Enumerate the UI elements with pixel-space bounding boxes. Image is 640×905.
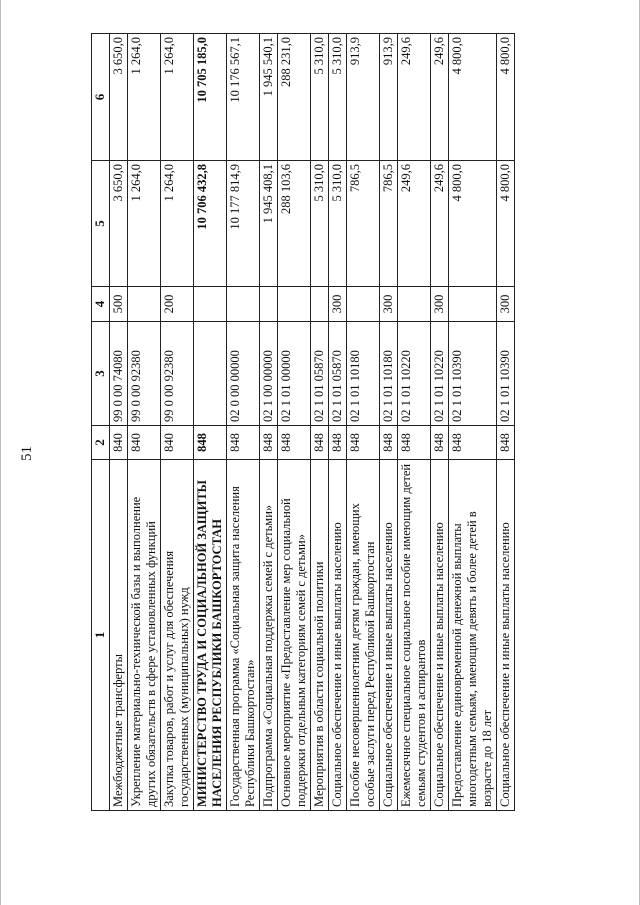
cell-ministry-code: 848 bbox=[310, 426, 328, 460]
cell-ministry-code: 840 bbox=[160, 426, 193, 460]
table-header-row bbox=[92, 34, 110, 811]
table-row bbox=[226, 34, 259, 811]
cell-ministry-code: 848 bbox=[397, 426, 430, 460]
cell-name: МИНИСТЕРСТВО ТРУДА И СОЦИАЛЬНОЙ ЗАЩИТЫ НАСЕЛЕНИЯ РЕСПУБЛИКИ БАШКОРТОСТАН bbox=[193, 460, 226, 811]
cell-ministry-code: 840 bbox=[109, 426, 127, 460]
rotated-table-wrapper bbox=[91, 34, 515, 811]
table-row bbox=[496, 34, 514, 811]
table-row bbox=[160, 34, 193, 811]
cell-amount-year-1: 1 264,0 bbox=[160, 161, 193, 287]
cell-amount-year-2: 4 800,0 bbox=[448, 34, 496, 161]
cell-amount-year-2: 249,6 bbox=[430, 34, 448, 161]
scan-edge-left bbox=[0, 0, 1, 905]
cell-target-code: 02 1 01 10220 bbox=[397, 322, 430, 426]
cell-target-code: 99 0 00 92380 bbox=[160, 322, 193, 426]
cell-target-code: 02 0 00 00000 bbox=[226, 322, 259, 426]
cell-amount-year-1: 5 310,0 bbox=[310, 161, 328, 287]
cell-ministry-code: 848 bbox=[226, 426, 259, 460]
cell-amount-year-2: 913,9 bbox=[346, 34, 379, 161]
table-row bbox=[448, 34, 496, 811]
cell-amount-year-2: 249,6 bbox=[397, 34, 430, 161]
table-row bbox=[397, 34, 430, 811]
cell-ministry-code: 848 bbox=[496, 426, 514, 460]
page-number: 51 bbox=[19, 446, 35, 461]
table-row bbox=[310, 34, 328, 811]
cell-name: Предоставление единовременной денежной выплаты многодетным семьям, имеющим девять и более детей в возрасте до 18 лет bbox=[448, 460, 496, 811]
cell-name: Подпрограмма «Социальная поддержка семей с детьми» bbox=[259, 460, 277, 811]
cell-target-code: 02 1 01 10390 bbox=[496, 322, 514, 426]
cell-name: Мероприятия в области социальной политики bbox=[310, 460, 328, 811]
cell-amount-year-2: 5 310,0 bbox=[310, 34, 328, 161]
cell-ministry-code: 848 bbox=[346, 426, 379, 460]
cell-target-code: 99 0 00 74080 bbox=[109, 322, 127, 426]
cell-amount-year-2: 1 264,0 bbox=[160, 34, 193, 161]
cell-ministry-code: 848 bbox=[448, 426, 496, 460]
cell-name: Социальное обеспечение и иные выплаты населению bbox=[430, 460, 448, 811]
cell-name: Межбюджетные трансферты bbox=[109, 460, 127, 811]
cell-expense-type: 500 bbox=[109, 287, 127, 322]
table-row bbox=[259, 34, 277, 811]
cell-amount-year-2: 3 650,0 bbox=[109, 34, 127, 161]
cell-target-code: 02 1 01 00000 bbox=[277, 322, 310, 426]
cell-name: Социальное обеспечение и иные выплаты населению bbox=[496, 460, 514, 811]
cell-amount-year-1: 288 103,6 bbox=[277, 161, 310, 287]
cell-amount-year-1: 786,5 bbox=[379, 161, 397, 287]
cell-amount-year-2: 1 945 540,1 bbox=[259, 34, 277, 161]
cell-expense-type bbox=[259, 287, 277, 322]
cell-expense-type bbox=[310, 287, 328, 322]
table-row bbox=[109, 34, 127, 811]
cell-target-code: 02 1 01 10180 bbox=[346, 322, 379, 426]
cell-amount-year-1: 10 706 432,8 bbox=[193, 161, 226, 287]
budget-table bbox=[91, 33, 515, 811]
cell-expense-type: 300 bbox=[496, 287, 514, 322]
cell-amount-year-2: 4 800,0 bbox=[496, 34, 514, 161]
cell-expense-type bbox=[226, 287, 259, 322]
cell-target-code: 02 1 00 00000 bbox=[259, 322, 277, 426]
cell-name: Основное мероприятие «Предоставление мер социальной поддержки отдельным категориям семей с детьми» bbox=[277, 460, 310, 811]
header-col-2: 2 bbox=[92, 426, 110, 460]
table-row bbox=[277, 34, 310, 811]
cell-amount-year-1: 3 650,0 bbox=[109, 161, 127, 287]
cell-amount-year-1: 5 310,0 bbox=[328, 161, 346, 287]
cell-name: Укрепление материально-технической базы и выполнение других обязательств в сфере установленных функций bbox=[127, 460, 160, 811]
cell-name: Государственная программа «Социальная защита населения Республики Башкортостан» bbox=[226, 460, 259, 811]
cell-amount-year-2: 1 264,0 bbox=[127, 34, 160, 161]
cell-target-code: 99 0 00 92380 bbox=[127, 322, 160, 426]
cell-amount-year-2: 288 231,0 bbox=[277, 34, 310, 161]
cell-ministry-code: 848 bbox=[277, 426, 310, 460]
table-row bbox=[346, 34, 379, 811]
cell-amount-year-1: 786,5 bbox=[346, 161, 379, 287]
cell-name: Пособие несовершеннолетним детям граждан, имеющих особые заслуги перед Республикой Башкортостан bbox=[346, 460, 379, 811]
cell-amount-year-2: 913,9 bbox=[379, 34, 397, 161]
cell-amount-year-1: 4 800,0 bbox=[448, 161, 496, 287]
table-row bbox=[193, 34, 226, 811]
cell-expense-type bbox=[448, 287, 496, 322]
cell-ministry-code: 840 bbox=[127, 426, 160, 460]
cell-ministry-code: 848 bbox=[379, 426, 397, 460]
cell-amount-year-1: 10 177 814,9 bbox=[226, 161, 259, 287]
cell-amount-year-2: 5 310,0 bbox=[328, 34, 346, 161]
cell-name: Ежемесячное специальное социальное пособие имеющим детей семьям студентов и аспирантов bbox=[397, 460, 430, 811]
cell-amount-year-2: 10 176 567,1 bbox=[226, 34, 259, 161]
cell-name: Закупка товаров, работ и услуг для обеспечения государственных (муниципальных) нужд bbox=[160, 460, 193, 811]
cell-target-code: 02 1 01 10220 bbox=[430, 322, 448, 426]
cell-target-code: 02 1 01 10390 bbox=[448, 322, 496, 426]
cell-amount-year-1: 1 945 408,1 bbox=[259, 161, 277, 287]
header-col-4: 4 bbox=[92, 287, 110, 322]
header-col-5: 5 bbox=[92, 161, 110, 287]
cell-expense-type: 300 bbox=[379, 287, 397, 322]
cell-expense-type: 300 bbox=[430, 287, 448, 322]
table-row bbox=[328, 34, 346, 811]
table-row bbox=[127, 34, 160, 811]
cell-amount-year-2: 10 705 185,0 bbox=[193, 34, 226, 161]
header-col-3: 3 bbox=[92, 322, 110, 426]
header-col-1: 1 bbox=[92, 460, 110, 811]
cell-target-code: 02 1 01 05870 bbox=[310, 322, 328, 426]
cell-amount-year-1: 249,6 bbox=[430, 161, 448, 287]
cell-ministry-code: 848 bbox=[328, 426, 346, 460]
cell-ministry-code: 848 bbox=[259, 426, 277, 460]
table-row bbox=[430, 34, 448, 811]
cell-expense-type bbox=[193, 287, 226, 322]
cell-expense-type bbox=[127, 287, 160, 322]
cell-expense-type bbox=[397, 287, 430, 322]
cell-target-code: 02 1 01 10180 bbox=[379, 322, 397, 426]
cell-expense-type bbox=[277, 287, 310, 322]
cell-amount-year-1: 4 800,0 bbox=[496, 161, 514, 287]
cell-name: Социальное обеспечение и иные выплаты населению bbox=[379, 460, 397, 811]
cell-ministry-code: 848 bbox=[430, 426, 448, 460]
cell-ministry-code: 848 bbox=[193, 426, 226, 460]
cell-amount-year-1: 1 264,0 bbox=[127, 161, 160, 287]
cell-name: Социальное обеспечение и иные выплаты населению bbox=[328, 460, 346, 811]
cell-target-code: 02 1 01 05870 bbox=[328, 322, 346, 426]
cell-expense-type: 300 bbox=[328, 287, 346, 322]
cell-target-code bbox=[193, 322, 226, 426]
cell-expense-type: 200 bbox=[160, 287, 193, 322]
cell-amount-year-1: 249,6 bbox=[397, 161, 430, 287]
header-col-6: 6 bbox=[92, 34, 110, 161]
table-row bbox=[379, 34, 397, 811]
cell-expense-type bbox=[346, 287, 379, 322]
